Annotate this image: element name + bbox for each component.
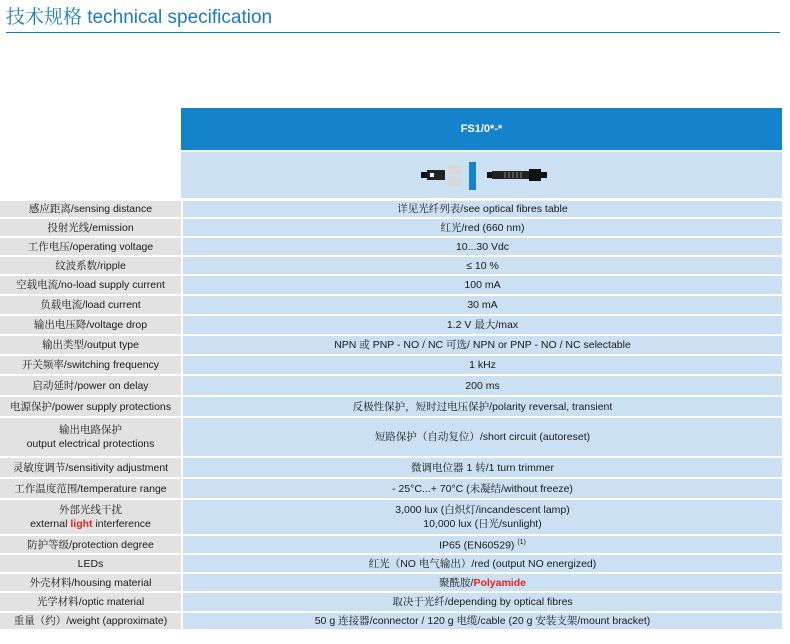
spec-value: 短路保护（自动复位）/short circuit (autoreset) [181, 418, 782, 456]
spec-row [0, 257, 782, 274]
spec-value-line2: 10,000 lux (日光/sunlight) [423, 518, 542, 530]
spec-value: 10...30 Vdc [181, 238, 782, 255]
header-divider [6, 32, 780, 33]
spec-row [0, 536, 782, 553]
spec-label: 输出电压降/voltage drop [0, 316, 181, 334]
spec-label: 负载电流/load current [0, 296, 181, 314]
spec-value-text: IP65 (EN60529) [439, 539, 515, 552]
spec-row [0, 296, 782, 314]
spec-label: 空载电流/no-load supply current [0, 276, 181, 294]
spec-label [0, 418, 181, 456]
spec-label: 重量（约）/weight (approximate) [0, 613, 181, 629]
spec-value [181, 500, 782, 534]
spec-label [0, 500, 181, 534]
spec-table [0, 199, 782, 631]
spec-value: 微调电位器 1 转/1 turn trimmer [181, 458, 782, 477]
model-image-cell [181, 152, 782, 198]
model-header [181, 108, 782, 150]
spec-row [0, 356, 782, 374]
spec-value: 详见光纤列表/see optical fibres table [181, 201, 782, 217]
light-accent-word: light [70, 518, 93, 530]
spec-row [0, 336, 782, 354]
spec-value: ≤ 10 % [181, 257, 782, 274]
spec-label: 投射光线/emission [0, 219, 181, 236]
spec-label: LEDs [0, 555, 181, 572]
spec-label: 外壳材料/housing material [0, 574, 181, 591]
spec-value: 1 kHz [181, 356, 782, 374]
spec-value: 红光/red (660 nm) [181, 219, 782, 236]
spec-value: 50 g 连接器/connector / 120 g 电缆/cable (20 g 安装支架/mount bracket) [181, 613, 782, 629]
spec-label: 开关频率/switching frequency [0, 356, 181, 374]
spec-label-line1: 输出电路保护 [59, 424, 122, 436]
footnote-marker: (1) [517, 539, 526, 547]
spec-label: 电源保护/power supply protections [0, 397, 181, 416]
spec-row [0, 276, 782, 294]
spec-label: 防护等级/protection degree [0, 536, 181, 553]
spec-row [0, 458, 782, 477]
spec-value-line1: 3,000 lux (白炽灯/incandescent lamp) [395, 504, 570, 516]
spec-value: 100 mA [181, 276, 782, 294]
spec-value [181, 574, 782, 591]
spec-label: 纹波系数/ripple [0, 257, 181, 274]
spec-value: NPN 或 PNP - NO / NC 可选/ NPN or PNP - NO / NC selectable [181, 336, 782, 354]
spec-label: 输出类型/output type [0, 336, 181, 354]
spec-label: 感应距离/sensing distance [0, 201, 181, 217]
spec-row [0, 219, 782, 236]
spec-value: 取决于光纤/depending by optical fibres [181, 593, 782, 611]
spec-row [0, 316, 782, 334]
spec-row [0, 376, 782, 395]
spec-label-line2: output electrical protections [26, 438, 155, 450]
spec-label: 光学材料/optic material [0, 593, 181, 611]
spec-label-line2-pre: external [30, 518, 71, 530]
fibre-amplifier-icon [421, 162, 551, 190]
spec-label: 工作电压/operating voltage [0, 238, 181, 255]
spec-row [0, 593, 782, 611]
spec-value: 反极性保护，短时过电压保护/polarity reversal, transient [181, 397, 782, 416]
spec-label: 工作温度范围/temperature range [0, 479, 181, 498]
spec-label-line2-post: interference [92, 518, 151, 530]
spec-row [0, 479, 782, 498]
spec-row [0, 397, 782, 416]
spec-row [0, 418, 782, 456]
spec-value [181, 536, 782, 553]
spec-label: 灵敏度调节/sensitivity adjustment [0, 458, 181, 477]
spec-row [0, 500, 782, 534]
polyamide-accent-word: Polyamide [473, 576, 526, 589]
model-name: FS1/0*-* [460, 123, 503, 135]
spec-row [0, 574, 782, 591]
spec-value-pre: 聚酰胺/ [439, 576, 474, 589]
spec-label-line1: 外部光线干扰 [59, 504, 122, 516]
spec-value: 1.2 V 最大/max [181, 316, 782, 334]
spec-row [0, 238, 782, 255]
spec-row [0, 555, 782, 572]
spec-label: 启动延时/power on delay [0, 376, 181, 395]
spec-value: 200 ms [181, 376, 782, 395]
spec-value: 红光（NO 电气输出）/red (output NO energized) [181, 555, 782, 572]
spec-value: 30 mA [181, 296, 782, 314]
spec-row [0, 613, 782, 629]
page-title: 技术规格 technical specification [6, 7, 273, 28]
spec-row [0, 201, 782, 217]
spec-value: - 25°C...+ 70°C (未凝结/without freeze) [181, 479, 782, 498]
